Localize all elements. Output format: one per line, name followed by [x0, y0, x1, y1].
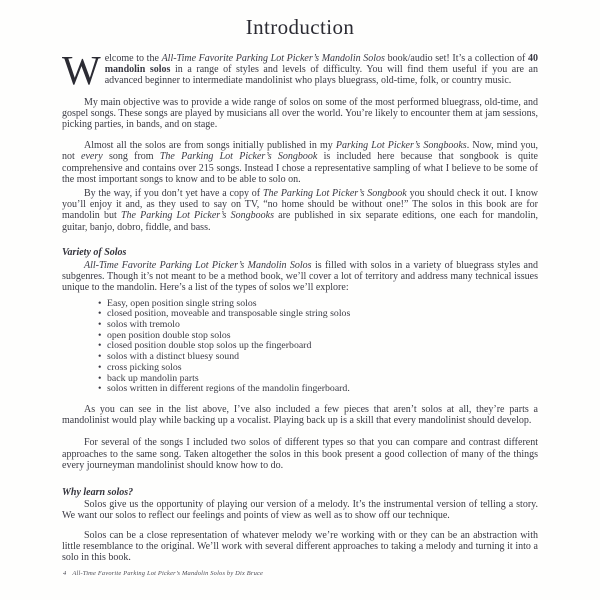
page-title: Introduction	[245, 15, 355, 39]
list-item: • open position double stop solos	[98, 331, 538, 342]
paragraph-why-1: Solos give us the opportunity of playing our version of a melody. It’s the instrumental version of telling a story. We want our solos to reflect our feelings and points of view as well as to show off our technique.	[62, 499, 538, 522]
paragraph-text: elcome to the All-Time Favorite Parking Lot Picker’s Mandolin Solos book/audio set! It’s a collection of 40 mandolin solos in a range of styles and levels of difficulty. You will find them useful if you are an advanced beginner to intermediate mandolinist who plays bluegrass, old-time, folk, or country music.	[104, 53, 538, 87]
solo-types-list	[62, 299, 538, 395]
paragraph-why-2: Solos can be a close representation of whatever melody we’re working with or they can be an abstraction with little resemblance to the original. We’ll work with several different approaches to taking a melody and turning it into a solo in this book.	[62, 529, 538, 564]
page-number: 4	[63, 570, 67, 577]
paragraph-welcome	[62, 47, 538, 93]
drop-cap: W	[62, 47, 101, 93]
section-heading-why: Why learn solos?	[62, 487, 134, 498]
page-footer	[63, 570, 263, 577]
list-item: • closed position double stop solos up the fingerboard	[98, 341, 538, 352]
list-item: • back up mandolin parts	[98, 374, 538, 385]
list-item: • solos written in different regions of the mandolin fingerboard.	[98, 384, 538, 395]
paragraph-list-note: As you can see in the list above, I’ve also included a few pieces that aren’t solos at all, they’re parts a mandolinist would play while backing up a vocalist. Playing back up is a skill that every mandolinist should develop.	[62, 403, 538, 427]
paragraph-two-solos: For several of the songs I included two solos of different types so that you can compare and contrast different approaches to the same song. Taken altogether the solos in this book present a good collection of many of the things every journeyman mandolinist should know how to do.	[62, 437, 538, 471]
list-item: • cross picking solos	[98, 363, 538, 374]
section-heading-variety: Variety of Solos	[62, 246, 127, 258]
paragraph-songbooks: Almost all the solos are from songs initially published in my Parking Lot Picker’s Songbooks. Now, mind you, not every song from The Parking Lot Picker’s Songbook is included here because that songbook is quite comprehensive and contains over 215 songs. Instead I chose a representative sampling of what I believe to be some of the most important songs to know and to be able to solo on.	[62, 140, 539, 185]
paragraph-variety-intro: All-Time Favorite Parking Lot Picker’s Mandolin Solos is filled with solos in a variety of bluegrass styles and subgenres. Though it’s not meant to be a method book, we’ll cover a lot of territory and address many technical issues unique to the mandolin. Here’s a list of the types of solos we’ll explore:	[62, 260, 538, 294]
footer-book-title: All-Time Favorite Parking Lot Picker’s Mandolin Solos by Dix Bruce	[72, 570, 264, 577]
paragraph-objective: My main objective was to provide a wide range of solos on some of the most performed bluegrass, old-time, and gospel songs. These songs are played by musicians all over the world. You’re likely to encounter them at jam sessions, picking parties, in bands, and on stage.	[62, 96, 538, 131]
list-item: • Easy, open position single string solos	[98, 299, 538, 310]
page-content	[62, 15, 538, 563]
list-item: • solos with tremolo	[98, 320, 538, 331]
list-item: • solos with a distinct bluesy sound	[98, 352, 538, 363]
paragraph-bytheway: By the way, if you don’t yet have a copy of The Parking Lot Picker’s Songbook you should check it out. I know you’ll enjoy it and, as they used to say on TV, “no home should be without one!” The solos in this book are for mandolin but The Parking Lot Picker’s Songbooks are published in six separate editions, one each for mandolin, guitar, banjo, dobro, fiddle, and bass.	[62, 188, 539, 233]
list-item: • closed position, moveable and transposable single string solos	[98, 309, 538, 320]
